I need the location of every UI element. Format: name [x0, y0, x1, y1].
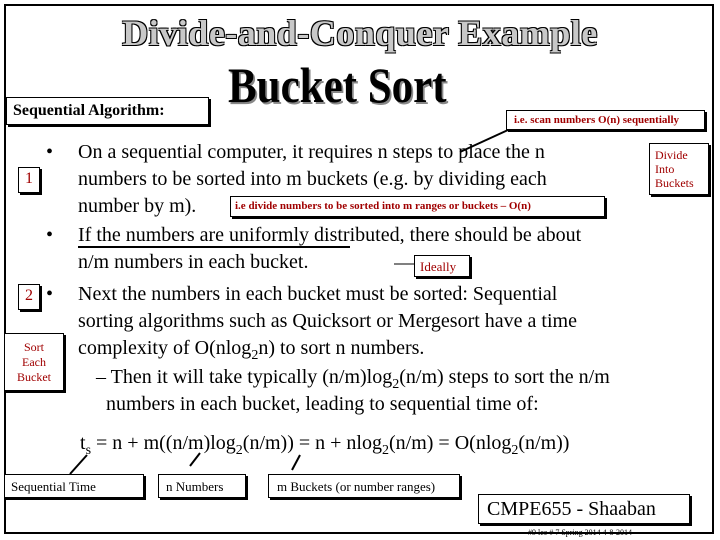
bullet-2-line-1 [78, 222, 581, 249]
divide-word: Divide [655, 148, 688, 162]
sequential-time-formula: $t_s = n + m((n/m)\log_2(n/m)) = n + nlog_2(n/m) = O(nlog_2(n/m))$ [80, 432, 570, 458]
sequential-time-label: Sequential Time [4, 474, 144, 498]
step-2-badge: 2 [18, 284, 40, 310]
uniform-underline [78, 246, 350, 248]
sort-each-bucket-note [4, 333, 64, 391]
slide-subtitle: Bucket Sort [228, 57, 447, 113]
step-1-badge: 1 [18, 167, 40, 193]
bullet-1-line-1: On a sequential computer, it requires n steps to place the n [78, 141, 545, 163]
buckets-word: Buckets [655, 176, 694, 190]
into-word: Into [655, 162, 675, 176]
ideally-note: Ideally [414, 255, 470, 277]
sub-bullet-line-1: – Then it will take typically $(n/m)\log_2(n/m)$ steps to sort the n/m [96, 366, 610, 392]
scan-note: i.e. scan numbers O(n) sequentially [506, 110, 705, 130]
m-buckets-label: m Buckets (or number ranges) [268, 474, 460, 498]
sequential-algorithm-label: Sequential Algorithm: [6, 97, 209, 125]
each-word: Each [22, 355, 46, 369]
bullet-dot-1: • [46, 141, 54, 163]
bullet-1-line-2: numbers to be sorted into m buckets (e.g. by dividing each [78, 168, 547, 190]
bullet-2-text: If the numbers are uniformly distributed, there should be about [78, 224, 582, 246]
sort-word: Sort [23, 340, 44, 354]
slide-footer: #9 lec # 7 Spring 2014 4-8-2014 [528, 528, 632, 537]
bullet-1-line-3: number by m). [78, 195, 197, 217]
bullet-3-line-3: complexity of O(nlog$_2$n) to sort n numbers. [78, 337, 425, 363]
bullet-3-line-2: sorting algorithms such as Quicksort or Mergesort have a time [78, 310, 577, 332]
bullet-3-line-1: Next the numbers in each bucket must be sorted: Sequential [78, 283, 558, 305]
bucket-word: Bucket [17, 370, 51, 384]
divide-into-buckets-note [649, 143, 709, 195]
slide-title: Divide-and-Conquer Example [122, 13, 598, 53]
divide-ranges-note: i.e divide numbers to be sorted into m ranges or buckets – O(n) [230, 196, 605, 217]
bullet-dot-2: • [46, 224, 54, 246]
bullet-2-line-2: n/m numbers in each bucket. [78, 251, 309, 273]
sub-bullet-line-2: numbers in each bucket, leading to sequential time of: [106, 393, 539, 415]
bullet-dot-3: • [46, 283, 54, 305]
n-numbers-label: n Numbers [158, 474, 246, 498]
course-label: CMPE655 - Shaaban [478, 494, 690, 524]
